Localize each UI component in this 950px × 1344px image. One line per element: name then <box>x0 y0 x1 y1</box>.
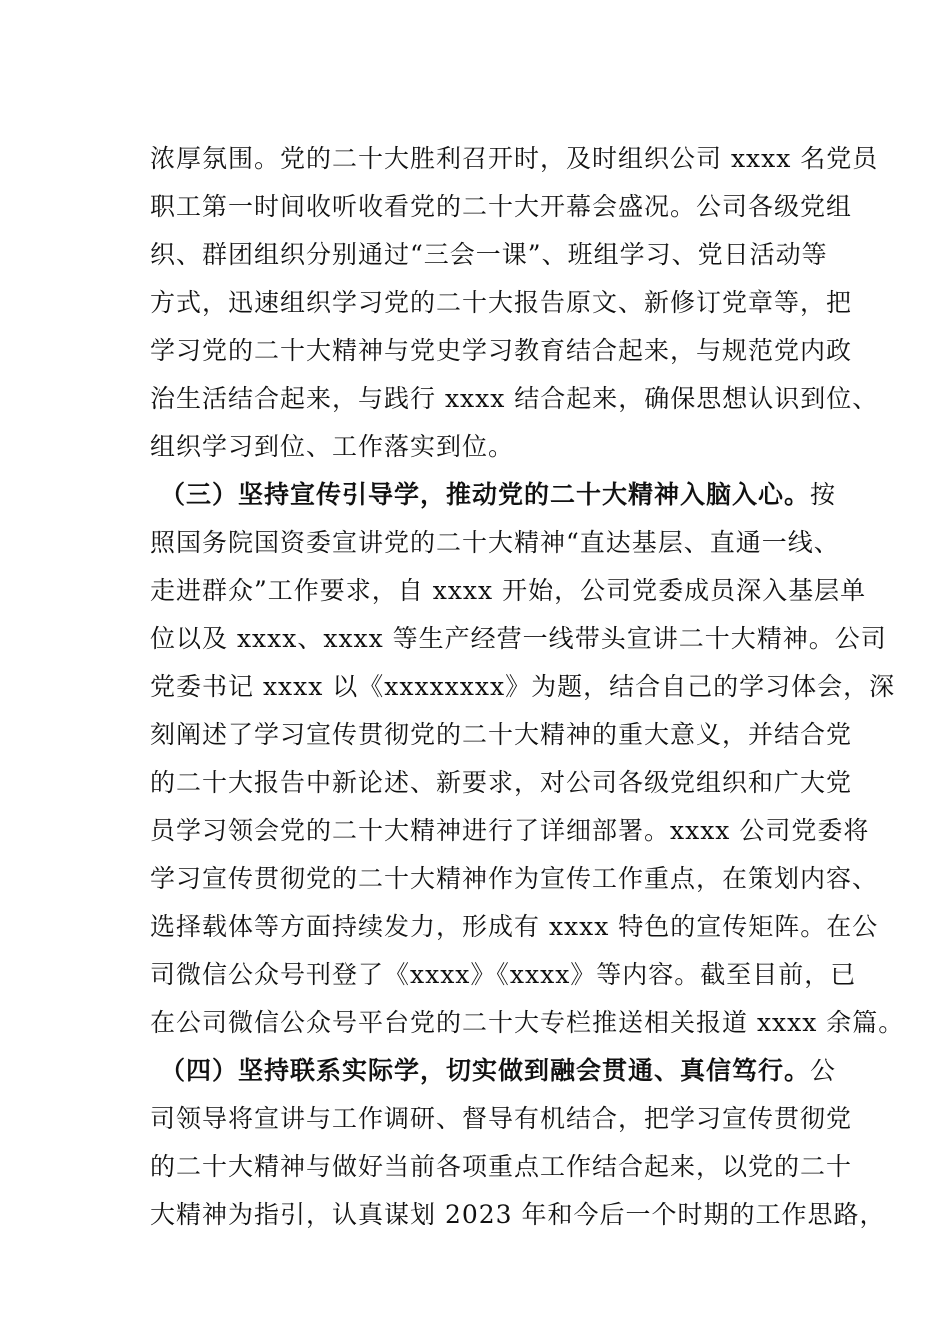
section-heading-line <box>160 471 836 519</box>
text-line: 的二十大报告中新论述、新要求，对公司各级党组织和广大党 <box>150 768 853 797</box>
text-line: 方式，迅速组织学习党的二十大报告原文、新修订党章等，把 <box>150 288 853 317</box>
text-line: 司微信公众号刊登了《xxxx》《xxxx》等内容。截至目前，已 <box>150 960 857 989</box>
text-fragment: 按 <box>810 480 837 509</box>
text-line: 浓厚氛围。党的二十大胜利召开时，及时组织公司 xxxx 名党员 <box>150 144 879 173</box>
section-heading-4: （四）坚持联系实际学，切实做到融会贯通、真信笃行。 <box>160 1056 811 1085</box>
text-line: 组织学习到位、工作落实到位。 <box>150 432 515 461</box>
text-fragment: 公 <box>810 1056 837 1085</box>
text-line: 织、群团组织分别通过“三会一课”、班组学习、党日活动等 <box>150 240 828 269</box>
text-line: 的二十大精神与做好当前各项重点工作结合起来，以党的二十 <box>150 1152 853 1181</box>
text-line: 照国务院国资委宣讲党的二十大精神“直达基层、直通一线、 <box>150 528 840 557</box>
text-line: 在公司微信公众号平台党的二十大专栏推送相关报道 xxxx 余篇。 <box>150 1008 905 1037</box>
text-line: 大精神为指引，认真谋划 2023 年和今后一个时期的工作思路， <box>150 1200 886 1229</box>
text-line: 治生活结合起来，与践行 xxxx 结合起来，确保思想认识到位、 <box>150 384 879 413</box>
text-line: 职工第一时间收听收看党的二十大开幕会盛况。公司各级党组 <box>150 192 853 221</box>
text-line: 党委书记 xxxx 以《xxxxxxxx》为题，结合自己的学习体会，深 <box>150 672 896 701</box>
text-line: 司领导将宣讲与工作调研、督导有机结合，把学习宣传贯彻党 <box>150 1104 853 1133</box>
section-heading-line <box>160 1047 836 1095</box>
text-line: 选择载体等方面持续发力，形成有 xxxx 特色的宣传矩阵。在公 <box>150 912 879 941</box>
section-heading-3: （三）坚持宣传引导学，推动党的二十大精神入脑入心。 <box>160 480 811 509</box>
text-line: 刻阐述了学习宣传贯彻党的二十大精神的重大意义，并结合党 <box>150 720 853 749</box>
text-line: 走进群众”工作要求，自 xxxx 开始，公司党委成员深入基层单 <box>150 576 867 605</box>
text-line: 员学习领会党的二十大精神进行了详细部署。xxxx 公司党委将 <box>150 816 870 845</box>
text-line: 位以及 xxxx、xxxx 等生产经营一线带头宣讲二十大精神。公司 <box>150 624 887 653</box>
text-line: 学习宣传贯彻党的二十大精神作为宣传工作重点，在策划内容、 <box>150 864 879 893</box>
text-line: 学习党的二十大精神与党史学习教育结合起来，与规范党内政 <box>150 336 853 365</box>
